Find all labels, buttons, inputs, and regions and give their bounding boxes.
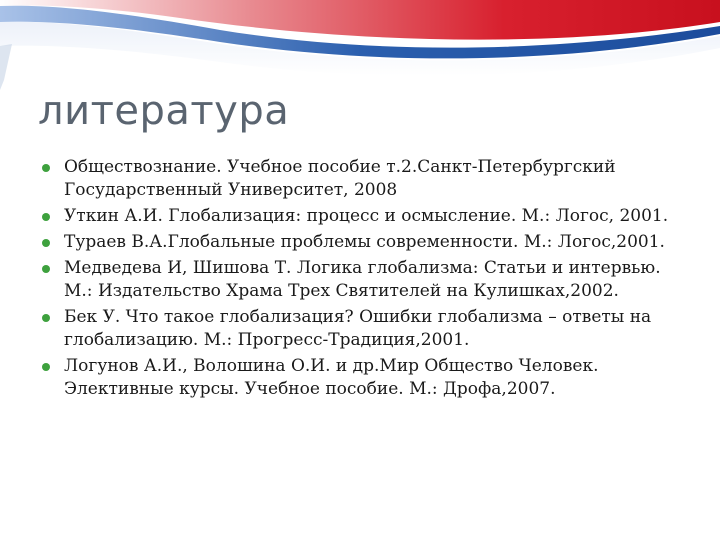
- list-item-text: Логунов А.И., Волошина О.И. и др.Мир Общество Человек. Элективные курсы. Учебное пособие. М.: Дрофа,2007.: [64, 356, 599, 399]
- list-item-text: Уткин А.И. Глобализация: процесс и осмысление. М.: Логос, 2001.: [64, 206, 669, 226]
- list-item: [42, 257, 692, 303]
- bibliography-list: [42, 156, 692, 404]
- bullet-dot-icon: [42, 314, 50, 322]
- bullet-dot-icon: [42, 363, 50, 371]
- list-item: [42, 306, 692, 352]
- list-item-text: Бек У. Что такое глобализация? Ошибки глобализма – ответы на глобализацию. М.: Прогресс-Традиция,2001.: [64, 307, 652, 350]
- bullet-dot-icon: [42, 239, 50, 247]
- list-item-text: Медведева И, Шишова Т. Логика глобализма: Статьи и интервью. М.: Издательство Храма Трех Святителей на Кулишках,2002.: [64, 258, 661, 301]
- list-item: [42, 355, 692, 401]
- bullet-dot-icon: [42, 265, 50, 273]
- list-item: [42, 205, 692, 228]
- slide-title: литература: [38, 88, 290, 134]
- bullet-dot-icon: [42, 164, 50, 172]
- list-item: [42, 156, 692, 202]
- list-item: [42, 231, 692, 254]
- left-edge-shadow: [0, 44, 12, 90]
- list-item-text: Обществознание. Учебное пособие т.2.Санкт-Петербургский Государственный Университет, 2008: [64, 157, 616, 200]
- list-item-text: Тураев В.А.Глобальные проблемы современности. М.: Логос,2001.: [64, 232, 665, 252]
- bullet-dot-icon: [42, 213, 50, 221]
